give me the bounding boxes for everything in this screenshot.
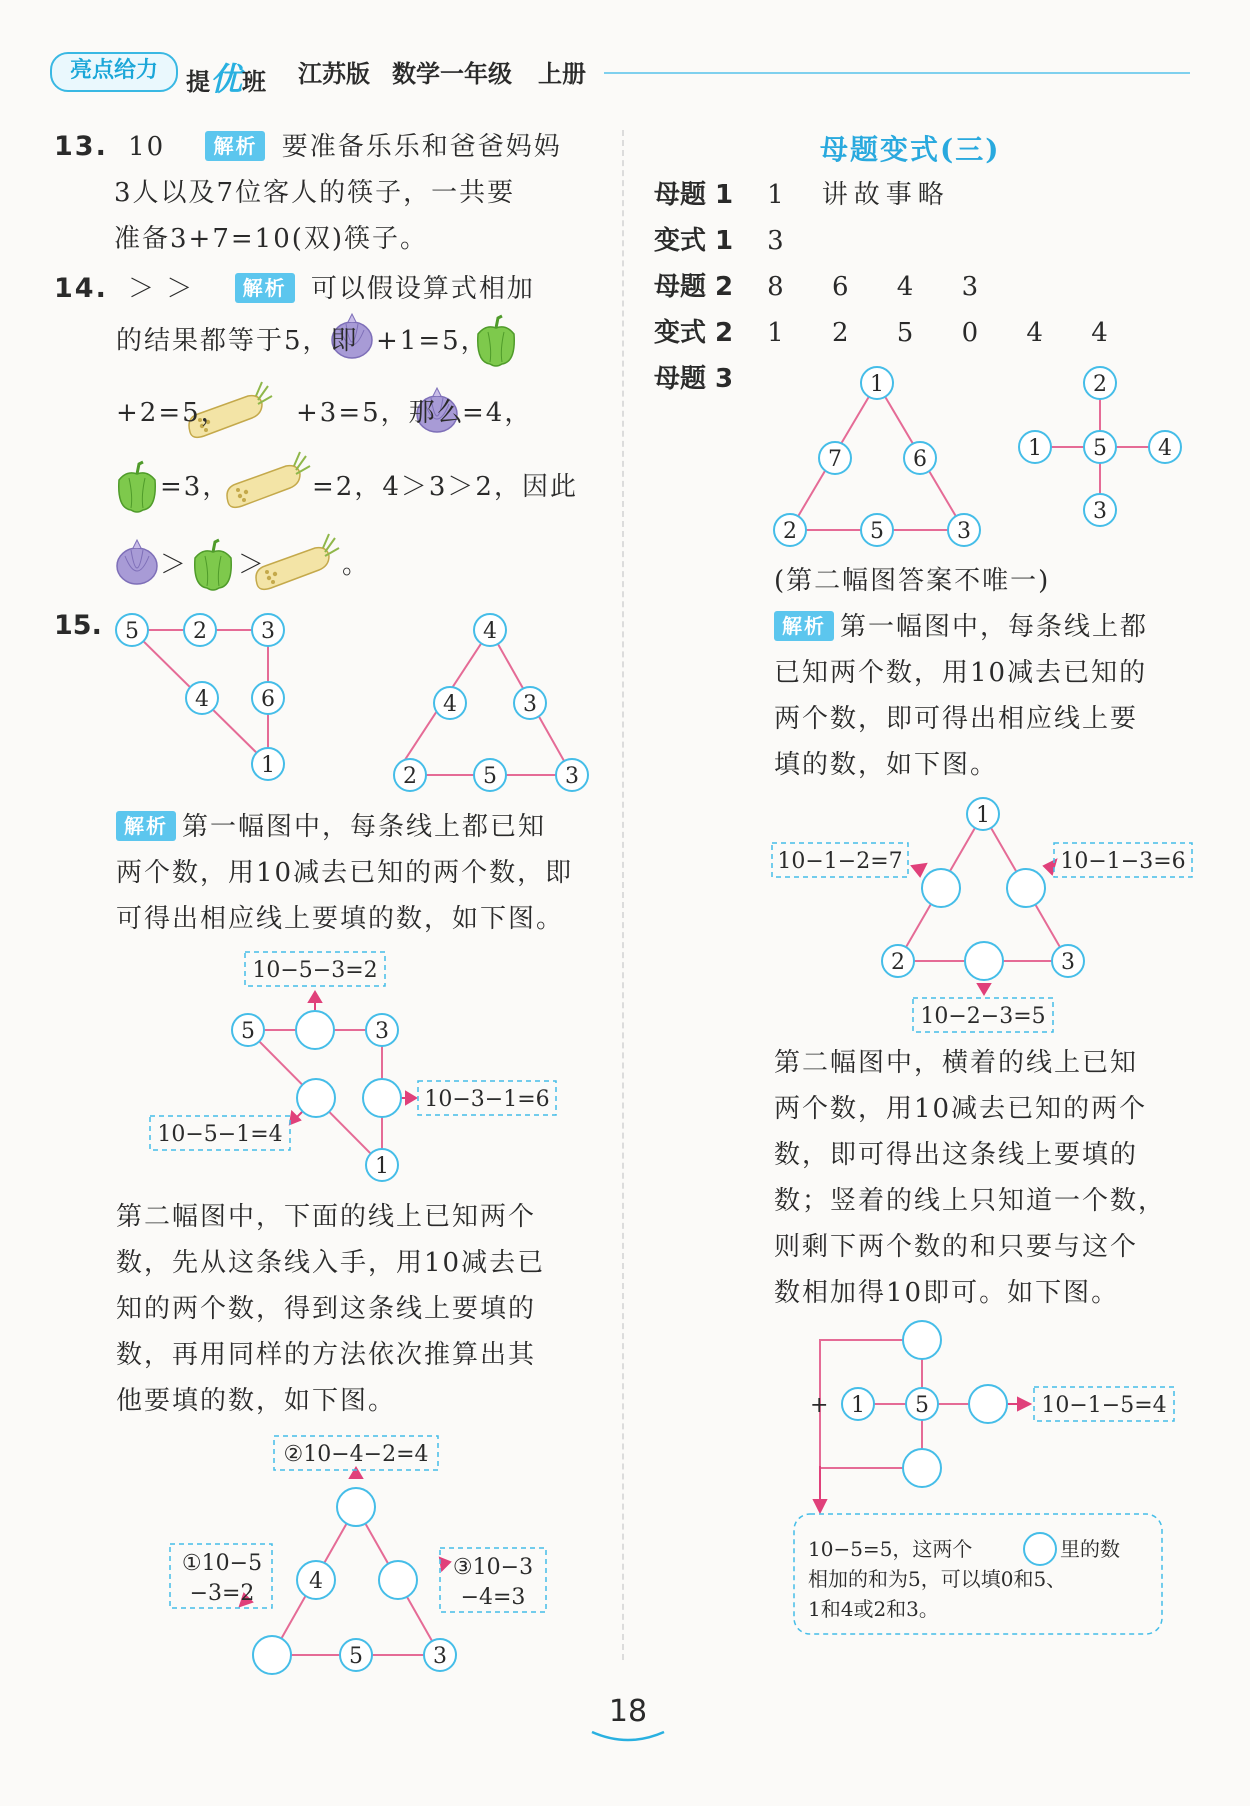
formula-label: 10−5−1=4 bbox=[157, 1122, 283, 1147]
right-expl2-line: 第二幅图中，横着的线上已知 bbox=[774, 1048, 1139, 1078]
q15-fig1-node: 1 bbox=[261, 753, 275, 778]
row-value: 3 bbox=[767, 226, 786, 256]
q13-line-1: 要准备乐乐和爸爸妈妈 bbox=[281, 132, 562, 162]
cross-node: 5 bbox=[1093, 436, 1107, 461]
q15-fig2-node: 5 bbox=[483, 764, 497, 789]
triangle-node: 6 bbox=[913, 447, 927, 472]
row-label: 变式 2 bbox=[654, 318, 734, 348]
row-value: 1 2 5 0 4 4 bbox=[767, 318, 1128, 348]
plus-sign: + bbox=[810, 1393, 829, 1418]
row-label: 母题 2 bbox=[654, 272, 734, 302]
q15-fig2-node: 3 bbox=[523, 692, 537, 717]
answer-note: (第二幅图答案不唯一) bbox=[774, 566, 1051, 596]
formula-label: ②10−4−2=4 bbox=[283, 1442, 429, 1467]
q15-expl2-line: 第二幅图中，下面的线上已知两个 bbox=[116, 1202, 537, 1232]
title-ti: 提 bbox=[186, 68, 210, 96]
diagram-node: 1 bbox=[375, 1154, 389, 1179]
row-label: 母题 3 bbox=[654, 364, 734, 394]
q15-expl1-line: 第一幅图中，每条线上都已知 bbox=[182, 812, 547, 842]
q15-fig2-node: 4 bbox=[443, 692, 457, 717]
q15-fig1-node: 6 bbox=[261, 687, 275, 712]
q15-fig2-node: 3 bbox=[565, 764, 579, 789]
cross-node: 1 bbox=[1028, 436, 1042, 461]
formula-label: 10−3−1=6 bbox=[424, 1087, 550, 1112]
row-value: 1 讲故事略 bbox=[767, 180, 950, 210]
right-expl2-line: 数，即可得出这条线上要填的 bbox=[774, 1140, 1139, 1170]
formula-label: 10−1−5=4 bbox=[1041, 1393, 1167, 1418]
note-line: 里的数 bbox=[1060, 1537, 1120, 1561]
right-expl1-line: 已知两个数，用10减去已知的 bbox=[774, 658, 1148, 688]
right-expl2-line: 则剩下两个数的和只要与这个 bbox=[774, 1232, 1139, 1262]
q15-fig2-node: 4 bbox=[483, 619, 497, 644]
title-you: 优 bbox=[210, 60, 243, 98]
q15-fig1-node: 4 bbox=[195, 687, 209, 712]
triangle-node: 7 bbox=[828, 447, 842, 472]
q15-expl1-line: 可得出相应线上要填的数，如下图。 bbox=[116, 904, 565, 934]
q14-line-2b: +1=5， bbox=[376, 326, 489, 356]
right-expl1-line: 两个数，即可得出相应线上要 bbox=[774, 704, 1139, 734]
q14-gt-1: ＞ bbox=[160, 550, 189, 580]
q14-text-1: 可以假设算式相加 bbox=[310, 274, 535, 304]
right-expl2-line: 两个数，用10减去已知的两个 bbox=[774, 1094, 1148, 1124]
right-expl2-line: 数相加得10即可。如下图。 bbox=[774, 1278, 1120, 1308]
triangle-node: 1 bbox=[870, 372, 884, 397]
q15-expl2-line: 他要填的数，如下图。 bbox=[116, 1386, 397, 1416]
q15-analysis-tag: 解析 bbox=[116, 811, 176, 841]
right-expl1-line: 填的数，如下图。 bbox=[774, 750, 999, 780]
q14-answer: ＞ ＞ bbox=[128, 274, 195, 304]
page-number-swoosh bbox=[588, 1726, 668, 1746]
q15-expl2-line: 知的两个数，得到这条线上要填的 bbox=[116, 1294, 537, 1324]
note-line: 1和4或2和3。 bbox=[808, 1597, 939, 1621]
q14-line-2a: 的结果都等于5，即 bbox=[116, 326, 359, 356]
note-line: 相加的和为5，可以填0和5、 bbox=[808, 1567, 1067, 1591]
q14-end: 。 bbox=[342, 550, 371, 580]
blank-circle bbox=[1024, 1533, 1056, 1565]
q15-expl2-line: 数，再用同样的方法依次推算出其 bbox=[116, 1340, 537, 1370]
diagram-node: 5 bbox=[241, 1019, 255, 1044]
q14-line-3a: +2=5， bbox=[116, 398, 229, 428]
triangle-node: 2 bbox=[783, 519, 797, 544]
row-value: 8 6 4 3 bbox=[767, 272, 999, 302]
diagram-node: 2 bbox=[891, 950, 905, 975]
q14-gt-2: ＞ bbox=[238, 550, 267, 580]
diagram-node: 3 bbox=[433, 1644, 447, 1669]
q14-number: 14. bbox=[54, 273, 108, 304]
row-label: 变式 1 bbox=[654, 226, 734, 256]
q14-line-3b: +3=5，那么 bbox=[296, 398, 465, 428]
edition: 江苏版 bbox=[298, 60, 370, 88]
cross-node: 4 bbox=[1158, 436, 1172, 461]
diagram-node: 5 bbox=[349, 1644, 363, 1669]
right-analysis-tag: 解析 bbox=[774, 611, 834, 641]
diagram-node: 1 bbox=[851, 1393, 865, 1418]
right-expl1-line: 第一幅图中，每条线上都 bbox=[840, 612, 1149, 642]
cross-node: 2 bbox=[1093, 372, 1107, 397]
triangle-node: 5 bbox=[870, 519, 884, 544]
q14-line-4b: =2，4＞3＞2，因此 bbox=[312, 472, 578, 502]
formula-label: 10−1−2=7 bbox=[777, 849, 903, 874]
formula-label: 10−5−3=2 bbox=[252, 958, 378, 983]
cross-node: 3 bbox=[1093, 499, 1107, 524]
triangle-node: 3 bbox=[957, 519, 971, 544]
formula-label: −4=3 bbox=[460, 1585, 526, 1610]
q13-answer: 10 bbox=[128, 132, 166, 162]
diagram-node: 3 bbox=[375, 1019, 389, 1044]
title-ban: 班 bbox=[242, 68, 267, 96]
section-title: 母题变式(三) bbox=[820, 133, 1001, 166]
diagram-node: 1 bbox=[976, 803, 990, 828]
q15-expl2-line: 数，先从这条线入手，用10减去已 bbox=[116, 1248, 546, 1278]
q15-fig1-node: 3 bbox=[261, 619, 275, 644]
volume: 上册 bbox=[538, 60, 586, 88]
diagram-node: 3 bbox=[1061, 950, 1075, 975]
q14-analysis-tag: 解析 bbox=[235, 273, 295, 303]
q14-line-3c: =4， bbox=[462, 398, 533, 428]
formula-label: 10−1−3=6 bbox=[1060, 849, 1186, 874]
q13-analysis-tag: 解析 bbox=[205, 131, 265, 161]
q15-expl1-line: 两个数，用10减去已知的两个数，即 bbox=[116, 858, 574, 888]
q15-fig2-node: 2 bbox=[403, 764, 417, 789]
formula-label: 10−2−3=5 bbox=[920, 1004, 1046, 1029]
subject: 数学一年级 bbox=[392, 60, 512, 88]
diagram-node: 4 bbox=[309, 1569, 323, 1594]
page-number: 18 bbox=[608, 1694, 648, 1729]
diagram-node: 5 bbox=[915, 1393, 929, 1418]
q15-number: 15. bbox=[54, 610, 102, 641]
q13-line-3: 准备3+7=10(双)筷子。 bbox=[114, 224, 429, 254]
right-expl2-line: 数；竖着的线上只知道一个数， bbox=[774, 1186, 1167, 1216]
brand-badge: 亮点给力 bbox=[50, 52, 178, 92]
q15-fig1-node: 5 bbox=[125, 619, 139, 644]
formula-label: ③10−3 bbox=[452, 1555, 534, 1580]
formula-label: ①10−5 bbox=[181, 1551, 263, 1576]
row-label: 母题 1 bbox=[654, 180, 734, 210]
q13-line-2: 3人以及7位客人的筷子，一共要 bbox=[114, 178, 516, 208]
q13-number: 13. bbox=[54, 131, 108, 162]
note-line: 10−5=5，这两个 bbox=[808, 1537, 973, 1561]
formula-label: −3=2 bbox=[189, 1581, 255, 1606]
q14-line-4a: =3， bbox=[160, 472, 231, 502]
q15-fig1-node: 2 bbox=[193, 619, 207, 644]
